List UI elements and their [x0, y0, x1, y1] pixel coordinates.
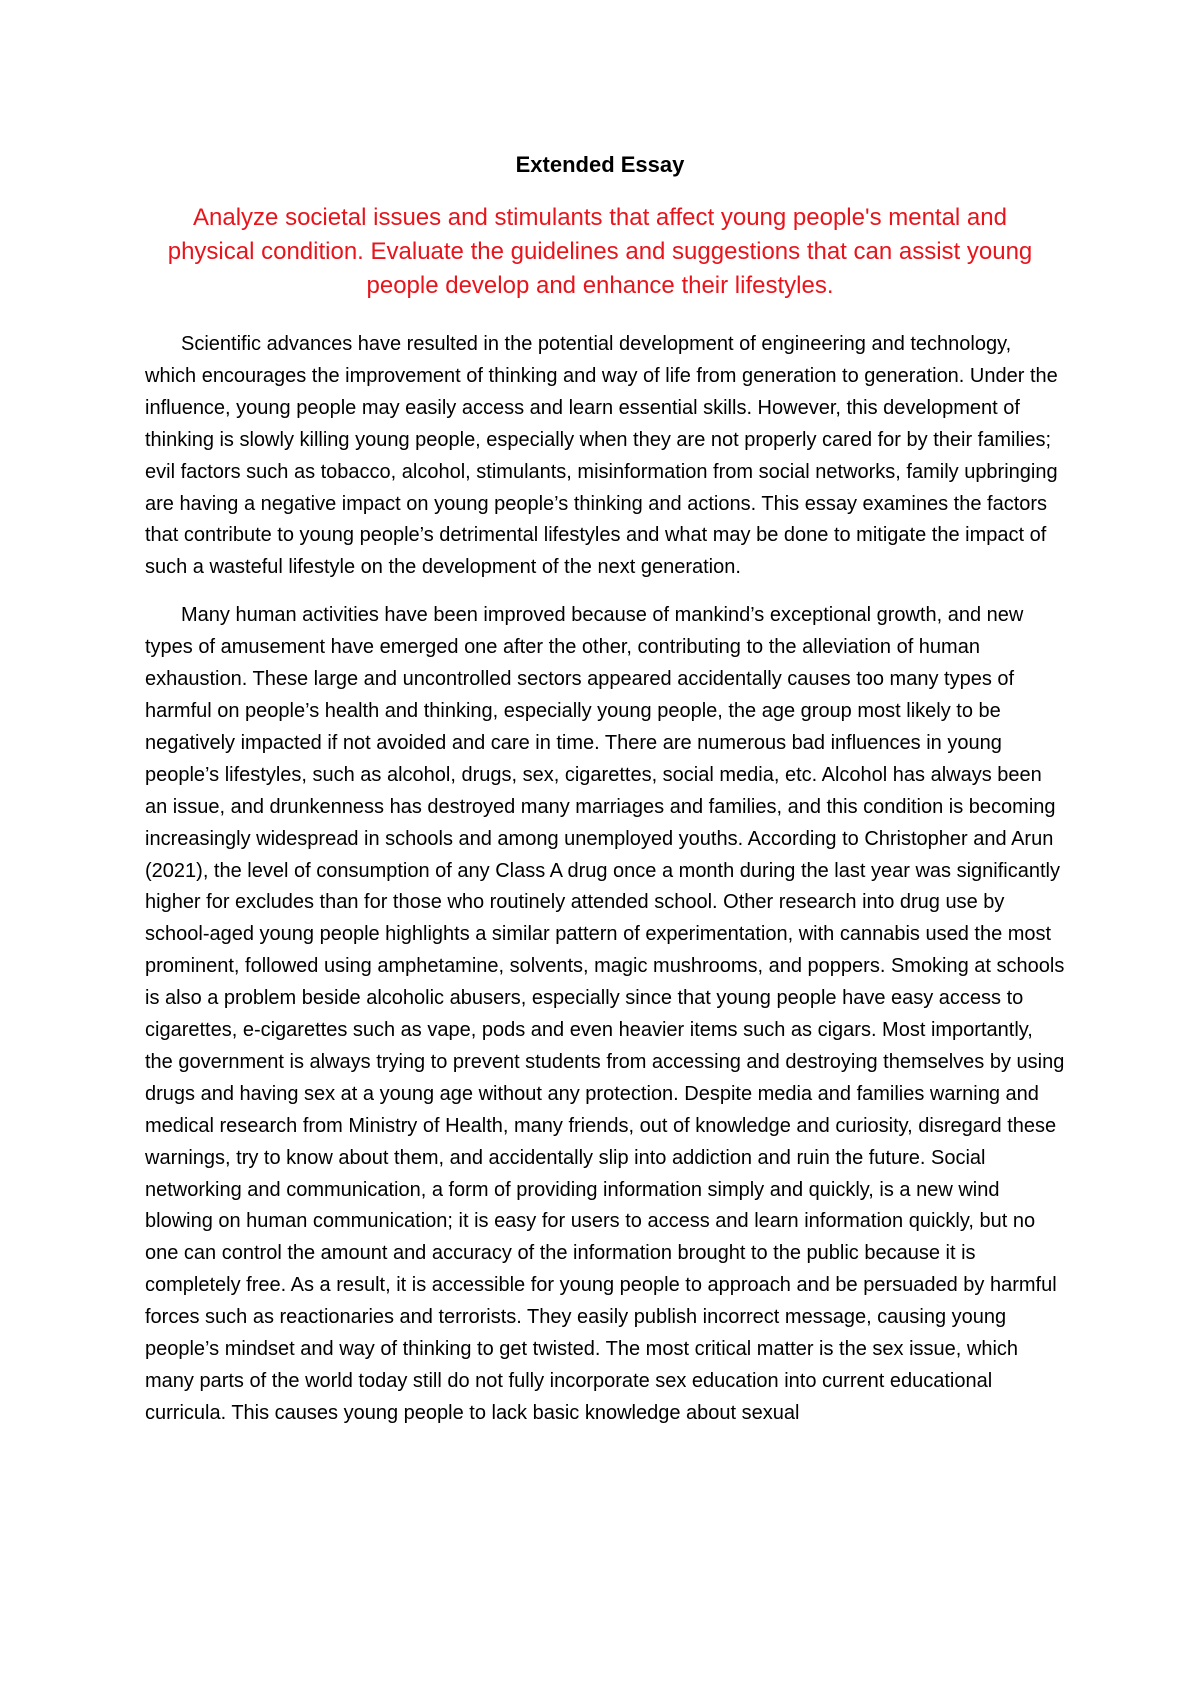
essay-title: Extended Essay	[515, 152, 685, 177]
essay-body	[145, 329, 1065, 1430]
body-paragraph-2: Many human activities have been improved because of mankind’s exceptional growth, and new types of amusement have emerged one after the other, contributing to the alleviation of human exhaustion. These large and uncontrolled sectors appeared accidentally causes too many types of harmful on people’s health and thinking, especially young people, the age group most likely to be negatively impacted if not avoided and care in time. There are numerous bad influences in young people’s lifestyles, such as alcohol, drugs, sex, cigarettes, social media, etc. Alcohol has always been an issue, and drunkenness has destroyed many marriages and families, and this condition is becoming increasingly widespread in schools and among unemployed youths. According to Christopher and Arun (2021), the level of consumption of any Class A drug once a month during the last year was significantly higher for excludes than for those who routinely attended school. Other research into drug use by school-aged young people highlights a similar pattern of experimentation, with cannabis used the most prominent, followed using amphetamine, solvents, magic mushrooms, and poppers. Smoking at schools is also a problem beside alcoholic abusers, especially since that young people have easy access to cigarettes, e-cigarettes such as vape, pods and even heavier items such as cigars. Most importantly, the government is always trying to prevent students from accessing and destroying themselves by using drugs and having sex at a young age without any protection. Despite media and families warning and medical research from Ministry of Health, many friends, out of knowledge and curiosity, disregard these warnings, try to know about them, and accidentally slip into addiction and ruin the future. Social networking and communication, a form of providing information simply and quickly, is a new wind blowing on human communication; it is easy for users to access and learn information quickly, but no one can control the amount and accuracy of the information brought to the public because it is completely free. As a result, it is accessible for young people to approach and be persuaded by harmful forces such as reactionaries and terrorists. They easily publish incorrect message, causing young people’s mindset and way of thinking to get twisted. The most critical matter is the sex issue, which many parts of the world today still do not fully incorporate sex education into current educational curricula. This causes young people to lack basic knowledge about sexual	[145, 604, 1065, 1424]
essay-question: Analyze societal issues and stimulants that affect young people's mental and physical condition. Evaluate the guidelines and suggestions that can assist young people develop and enhance their lifestyles.	[167, 204, 1033, 299]
body-paragraph-1: Scientific advances have resulted in the potential development of engineering and technology, which encourages the improvement of thinking and way of life from generation to generation. Under the influence, young people may easily access and learn essential skills. However, this development of thinking is slowly killing young people, especially when they are not properly cared for by their families; evil factors such as tobacco, alcohol, stimulants, misinformation from social networks, family upbringing are having a negative impact on young people’s thinking and actions. This essay examines the factors that contribute to young people’s detrimental lifestyles and what may be done to mitigate the impact of such a wasteful lifestyle on the development of the next generation.	[145, 333, 1058, 579]
